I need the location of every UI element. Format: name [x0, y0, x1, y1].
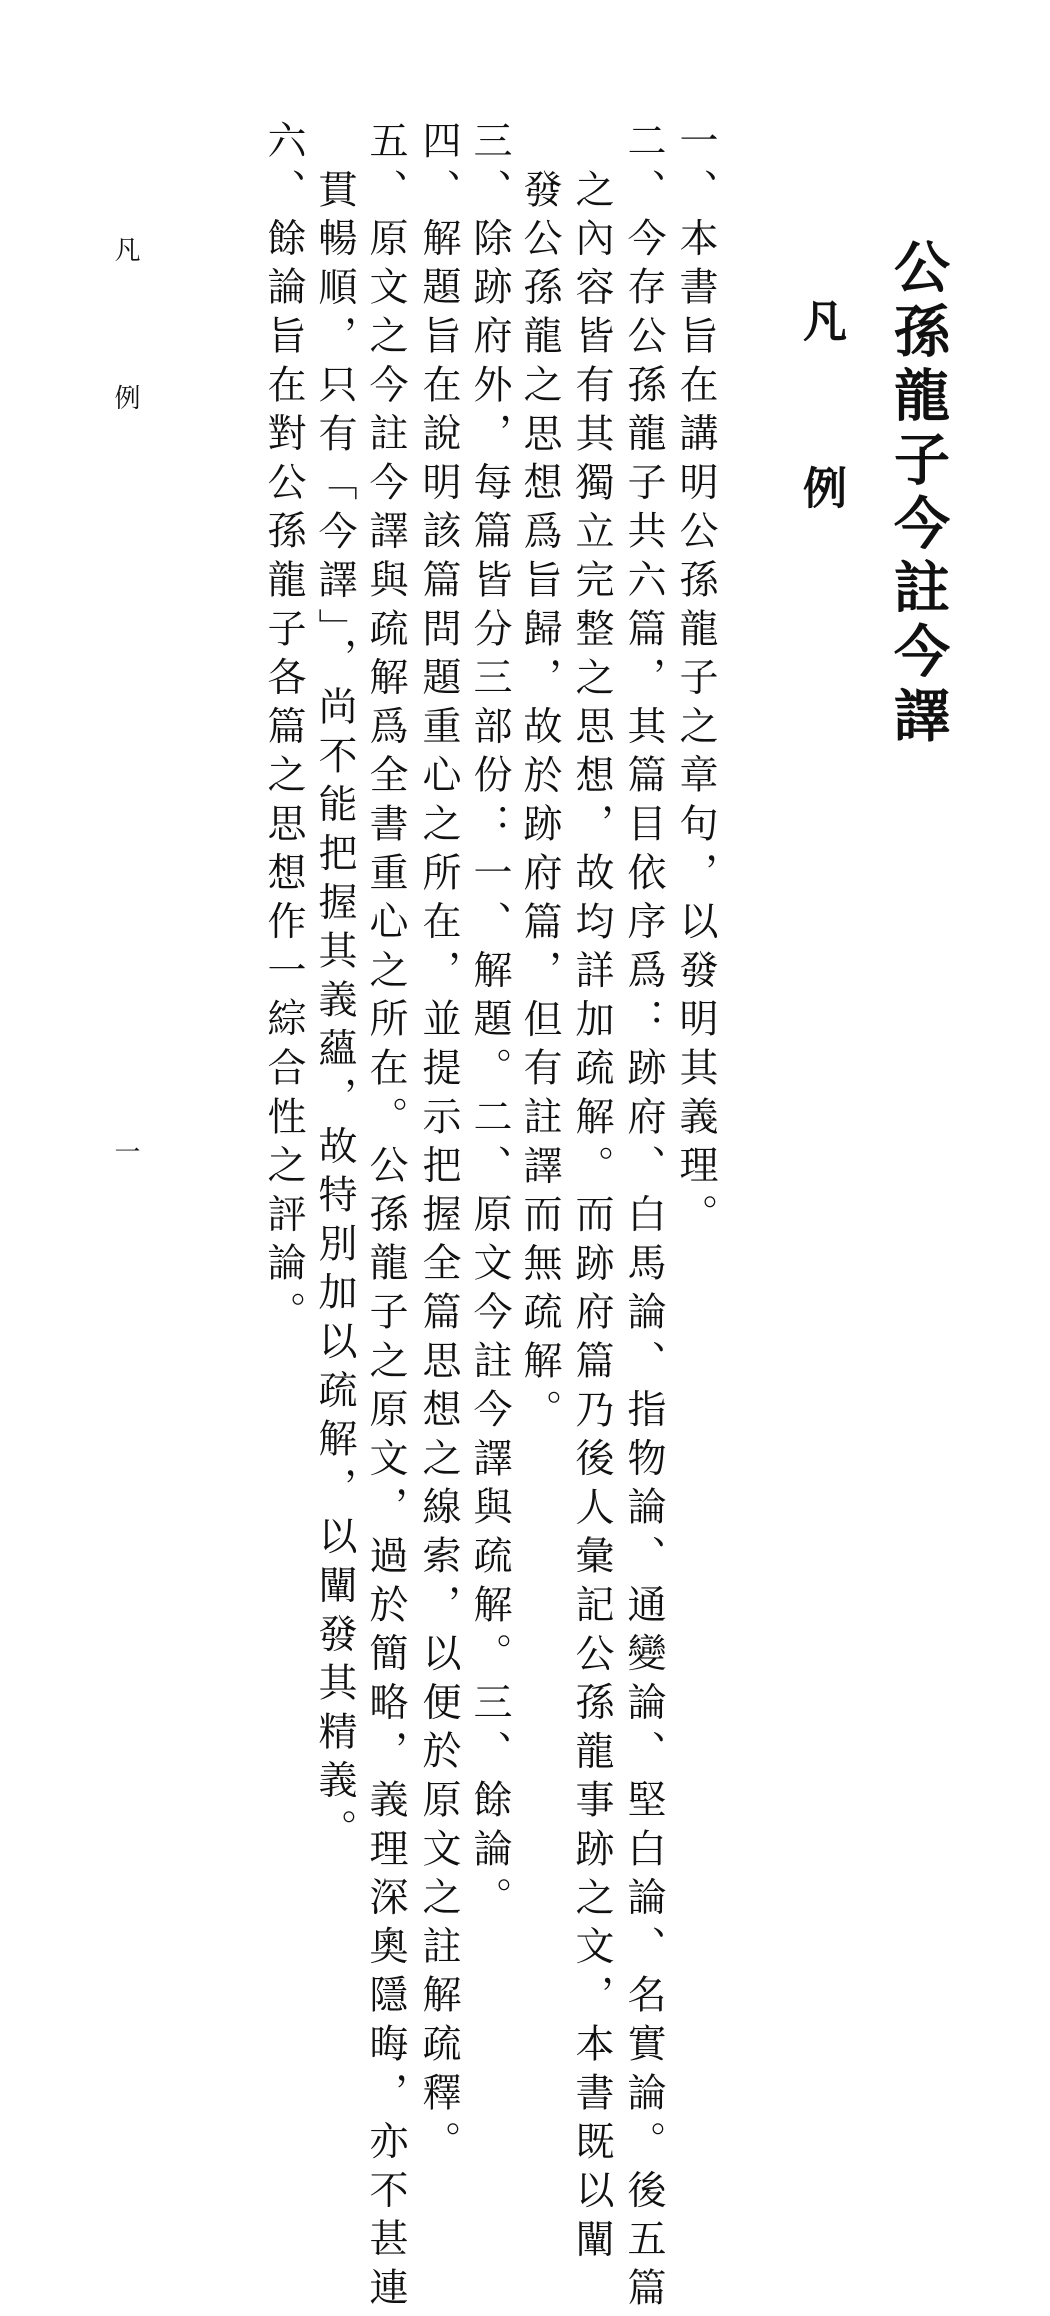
- section-heading-char-2: 例: [795, 465, 846, 509]
- page-number: 一: [110, 1138, 140, 1164]
- paragraph-4-line-1: 四、解題旨在說明該篇問題重心之所在，並提示把握全篇思想之線索，以便於原文之註解疏釋。: [416, 120, 461, 2170]
- paragraph-2-line-3: 發公孫龍之思想爲旨歸，故於跡府篇，但有註譯而無疏解。: [517, 169, 562, 1438]
- paragraph-3-line-1: 三、除跡府外，每篇皆分三部份：一、解題。二、原文今註今譯與疏解。三、餘論。: [467, 120, 512, 1926]
- paragraph-1-line-1: 一、本書旨在講明公孫龍子之章句，以發明其義理。: [673, 120, 718, 1243]
- paragraph-2-line-2: 之內容皆有其獨立完整之思想，故均詳加疏解。而跡府篇乃後人彙記公孫龍事跡之文，本書既以闡: [569, 169, 614, 2268]
- paragraph-5-line-2: 貫暢順，只有「今譯」，尚不能把握其義蘊，故特別加以疏解，以闡發其精義。: [312, 169, 357, 1858]
- section-heading-char-1: 凡: [795, 298, 846, 342]
- paragraph-2-line-1: 二、今存公孫龍子共六篇，其篇目依序爲：跡府、白馬論、指物論、通變論、堅白論、名實論。後五篇: [621, 120, 666, 2316]
- running-header-char-1: 凡: [110, 236, 140, 262]
- paragraph-5-line-1: 五、原文之今註今譯與疏解爲全書重心之所在。公孫龍子之原文，過於簡略，義理深奧隱晦，亦不甚連: [363, 120, 408, 2316]
- book-title: 公孫龍子今註今譯: [885, 238, 951, 750]
- running-header-char-2: 例: [110, 384, 140, 410]
- paragraph-6-line-1: 六、餘論旨在對公孫龍子各篇之思想作一綜合性之評論。: [261, 120, 306, 1340]
